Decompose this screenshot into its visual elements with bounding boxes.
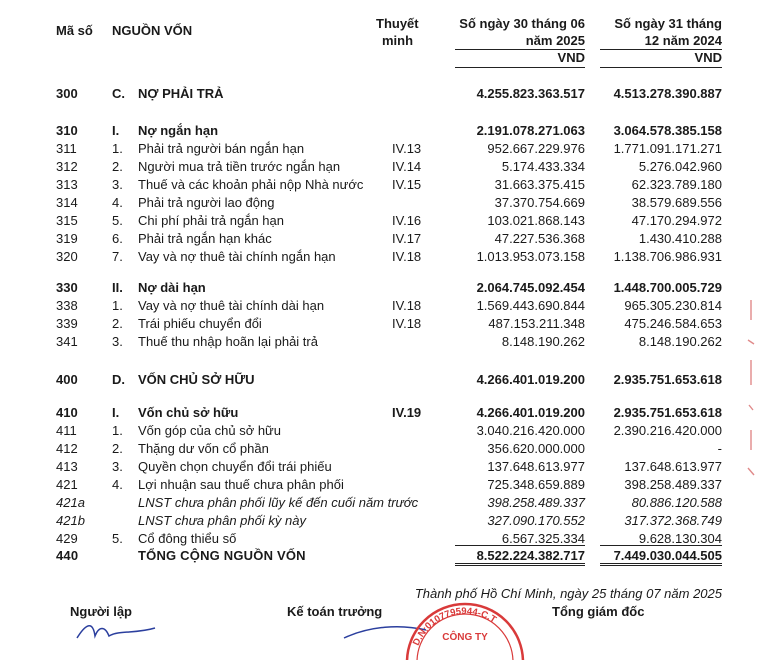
row-index: C. xyxy=(112,86,125,101)
total-rule-bottom-2 xyxy=(600,563,722,566)
row-value-2024: 1.771.091.171.271 xyxy=(613,141,722,156)
row-value-2024: 80.886.120.588 xyxy=(631,495,722,510)
row-index: 4. xyxy=(112,477,123,492)
row-index: 3. xyxy=(112,177,123,192)
row-note: IV.19 xyxy=(392,405,422,420)
row-index: 5. xyxy=(112,531,123,546)
row-code: 315 xyxy=(56,213,78,228)
row-name: Phải trả ngắn hạn khác xyxy=(138,231,272,246)
row-name: LNST chưa phân phối kỳ này xyxy=(138,513,306,528)
unit-rule-1 xyxy=(455,67,585,68)
row-value-2024: 475.246.584.653 xyxy=(624,316,722,331)
row-index: 6. xyxy=(112,231,123,246)
table-row xyxy=(0,494,759,512)
row-code: 339 xyxy=(56,316,78,331)
director-label: Tổng giám đốc xyxy=(552,604,645,619)
row-value-2025: 37.370.754.669 xyxy=(494,195,585,210)
row-code: 440 xyxy=(56,548,79,563)
row-index: 7. xyxy=(112,249,123,264)
table-row xyxy=(0,176,759,194)
row-index: 5. xyxy=(112,213,123,228)
row-code: 421 xyxy=(56,477,78,492)
table-row xyxy=(0,404,759,422)
row-name: Vốn góp của chủ sở hữu xyxy=(138,423,281,438)
row-code: 413 xyxy=(56,459,78,474)
header-period-1-line2: năm 2025 xyxy=(525,33,585,48)
row-name: Vốn chủ sở hữu xyxy=(138,405,239,420)
row-name: Thặng dư vốn cổ phần xyxy=(138,441,269,456)
row-note: IV.14 xyxy=(392,159,422,174)
table-row xyxy=(0,158,759,176)
preparer-label: Người lập xyxy=(70,604,132,619)
row-note: IV.16 xyxy=(392,213,422,228)
row-value-2025: 1.569.443.690.844 xyxy=(476,298,585,313)
row-note: IV.18 xyxy=(392,298,422,313)
row-code: 312 xyxy=(56,159,78,174)
header-period-2-line1: Số ngày 31 tháng xyxy=(614,16,722,31)
row-value-2025: 8.148.190.262 xyxy=(501,334,585,349)
row-value-2025: 4.266.401.019.200 xyxy=(476,372,585,387)
row-index: 1. xyxy=(112,298,123,313)
table-row xyxy=(0,85,759,103)
row-index: II. xyxy=(112,280,123,295)
row-name: Lợi nhuận sau thuế chưa phân phối xyxy=(138,477,344,492)
row-code: 412 xyxy=(56,441,78,456)
row-name: Quyền chọn chuyển đổi trái phiếu xyxy=(138,459,332,474)
row-value-2025: 1.013.953.073.158 xyxy=(476,249,585,264)
row-value-2024: 4.513.278.390.887 xyxy=(613,86,722,101)
row-value-2024: 7.449.030.044.505 xyxy=(613,548,722,563)
row-index: 2. xyxy=(112,159,123,174)
row-value-2024: - xyxy=(717,441,722,456)
row-value-2025: 4.266.401.019.200 xyxy=(476,405,585,420)
row-index: 1. xyxy=(112,423,123,438)
header-period-2-line2: 12 năm 2024 xyxy=(644,33,722,48)
row-name: Chi phí phải trả ngắn hạn xyxy=(138,213,284,228)
row-value-2024: 317.372.368.749 xyxy=(624,513,722,528)
margin-seal-fragment xyxy=(745,300,757,490)
row-note: IV.18 xyxy=(392,249,422,264)
row-value-2024: 2.390.216.420.000 xyxy=(613,423,722,438)
row-code: 411 xyxy=(56,423,77,438)
header-code: Mã số xyxy=(56,23,93,38)
unit-label-1: VND xyxy=(557,50,585,65)
table-row xyxy=(0,315,759,333)
row-code: 338 xyxy=(56,298,78,313)
row-code: 421a xyxy=(56,495,85,510)
header-note-1: Thuyết xyxy=(376,16,419,31)
row-name: Phải trả người bán ngắn hạn xyxy=(138,141,305,156)
row-value-2024: 398.258.489.337 xyxy=(624,477,722,492)
row-code: 319 xyxy=(56,231,78,246)
row-name: TỔNG CỘNG NGUỒN VỐN xyxy=(138,548,306,563)
row-value-2024: 9.628.130.304 xyxy=(638,531,722,546)
row-value-2025: 952.667.229.976 xyxy=(487,141,585,156)
row-code: 311 xyxy=(56,141,77,156)
row-note: IV.15 xyxy=(392,177,422,192)
row-code: 410 xyxy=(56,405,78,420)
row-name: Vay và nợ thuê tài chính dài hạn xyxy=(138,298,325,313)
row-value-2024: 1.430.410.288 xyxy=(638,231,722,246)
row-code: 310 xyxy=(56,123,78,138)
row-value-2025: 4.255.823.363.517 xyxy=(476,86,585,101)
row-value-2025: 327.090.170.552 xyxy=(487,513,585,528)
row-code: 300 xyxy=(56,86,78,101)
company-seal xyxy=(400,600,530,660)
table-row xyxy=(0,140,759,158)
row-value-2024: 8.148.190.262 xyxy=(638,334,722,349)
table-row xyxy=(0,230,759,248)
table-row xyxy=(0,476,759,494)
row-code: 421b xyxy=(56,513,85,528)
row-code: 330 xyxy=(56,280,78,295)
row-value-2025: 6.567.325.334 xyxy=(501,531,585,546)
header-name: NGUỒN VỐN xyxy=(112,23,193,38)
row-note: IV.18 xyxy=(392,316,422,331)
row-value-2024: 1.448.700.005.729 xyxy=(613,280,722,295)
unit-label-2: VND xyxy=(694,50,722,65)
table-row xyxy=(0,440,759,458)
chief-accountant-label: Kế toán trưởng xyxy=(287,604,383,619)
row-name: Người mua trả tiền trước ngắn hạn xyxy=(138,159,341,174)
row-code: 429 xyxy=(56,531,78,546)
table-row xyxy=(0,512,759,530)
table-row xyxy=(0,194,759,212)
row-value-2024: 47.170.294.972 xyxy=(631,213,722,228)
total-rule-bottom-1 xyxy=(455,563,585,566)
row-value-2025: 398.258.489.337 xyxy=(487,495,585,510)
table-row xyxy=(0,458,759,476)
total-rule-top-2 xyxy=(600,545,722,546)
row-index: 3. xyxy=(112,334,123,349)
row-name: LNST chưa phân phối lũy kế đến cuối năm trước xyxy=(138,495,419,510)
row-name: Nợ ngắn hạn xyxy=(138,123,219,138)
row-name: Phải trả người lao động xyxy=(138,195,275,210)
row-value-2025: 487.153.211.348 xyxy=(488,316,585,331)
row-name: NỢ PHẢI TRẢ xyxy=(138,86,224,101)
unit-rule-2 xyxy=(600,67,722,68)
row-value-2025: 2.064.745.092.454 xyxy=(476,280,585,295)
row-value-2025: 31.663.375.415 xyxy=(494,177,585,192)
row-value-2024: 38.579.689.556 xyxy=(631,195,722,210)
header-note-2: minh xyxy=(382,33,414,48)
row-value-2024: 2.935.751.653.618 xyxy=(613,405,722,420)
table-row xyxy=(0,297,759,315)
row-code: 341 xyxy=(56,334,78,349)
table-row xyxy=(0,333,759,351)
row-value-2025: 725.348.659.889 xyxy=(487,477,585,492)
row-index: 2. xyxy=(112,441,123,456)
row-value-2025: 137.648.613.977 xyxy=(487,459,585,474)
table-row xyxy=(0,279,759,297)
header-period-1-line1: Số ngày 30 tháng 06 xyxy=(459,16,585,31)
row-name: Thuế thu nhập hoãn lại phải trả xyxy=(138,334,318,349)
row-code: 400 xyxy=(56,372,78,387)
row-code: 314 xyxy=(56,195,78,210)
row-note: IV.17 xyxy=(392,231,422,246)
row-value-2025: 47.227.536.368 xyxy=(494,231,585,246)
row-value-2024: 2.935.751.653.618 xyxy=(613,372,722,387)
row-value-2024: 3.064.578.385.158 xyxy=(613,123,722,138)
total-rule-top-1 xyxy=(455,545,585,546)
row-index: 3. xyxy=(112,459,123,474)
row-name: Trái phiếu chuyển đổi xyxy=(138,316,262,331)
row-name: Cổ đông thiểu số xyxy=(138,531,237,546)
row-name: Thuế và các khoản phải nộp Nhà nước xyxy=(138,177,364,192)
row-value-2024: 1.138.706.986.931 xyxy=(613,249,722,264)
row-value-2024: 965.305.230.814 xyxy=(624,298,722,313)
row-name: Vay và nợ thuê tài chính ngắn hạn xyxy=(138,249,336,264)
row-name: Nợ dài hạn xyxy=(138,280,206,295)
row-code: 320 xyxy=(56,249,78,264)
row-index: I. xyxy=(112,405,120,420)
table-row xyxy=(0,248,759,266)
row-index: 1. xyxy=(112,141,123,156)
row-value-2025: 5.174.433.334 xyxy=(501,159,585,174)
row-index: D. xyxy=(112,372,125,387)
seal-text-center: CÔNG TY xyxy=(442,632,488,643)
row-value-2024: 5.276.042.960 xyxy=(638,159,722,174)
row-value-2025: 3.040.216.420.000 xyxy=(476,423,585,438)
table-row xyxy=(0,212,759,230)
row-index: I. xyxy=(112,123,120,138)
table-row xyxy=(0,422,759,440)
row-value-2024: 137.648.613.977 xyxy=(624,459,722,474)
signing-date: Thành phố Hồ Chí Minh, ngày 25 tháng 07 năm 2025 xyxy=(414,586,722,601)
preparer-signature xyxy=(75,620,175,640)
row-value-2025: 356.620.000.000 xyxy=(487,441,585,456)
table-row xyxy=(0,371,759,389)
table-row xyxy=(0,122,759,140)
row-index: 4. xyxy=(112,195,123,210)
row-value-2025: 103.021.868.143 xyxy=(487,213,585,228)
row-index: 2. xyxy=(112,316,123,331)
row-value-2025: 2.191.078.271.063 xyxy=(476,123,585,138)
row-code: 313 xyxy=(56,177,78,192)
row-note: IV.13 xyxy=(392,141,422,156)
row-value-2024: 62.323.789.180 xyxy=(631,177,722,192)
row-value-2025: 8.522.224.382.717 xyxy=(476,548,585,563)
row-name: VỐN CHỦ SỞ HỮU xyxy=(138,372,255,387)
seal-text-arc: D.N:0107795944-C.T xyxy=(410,605,499,648)
